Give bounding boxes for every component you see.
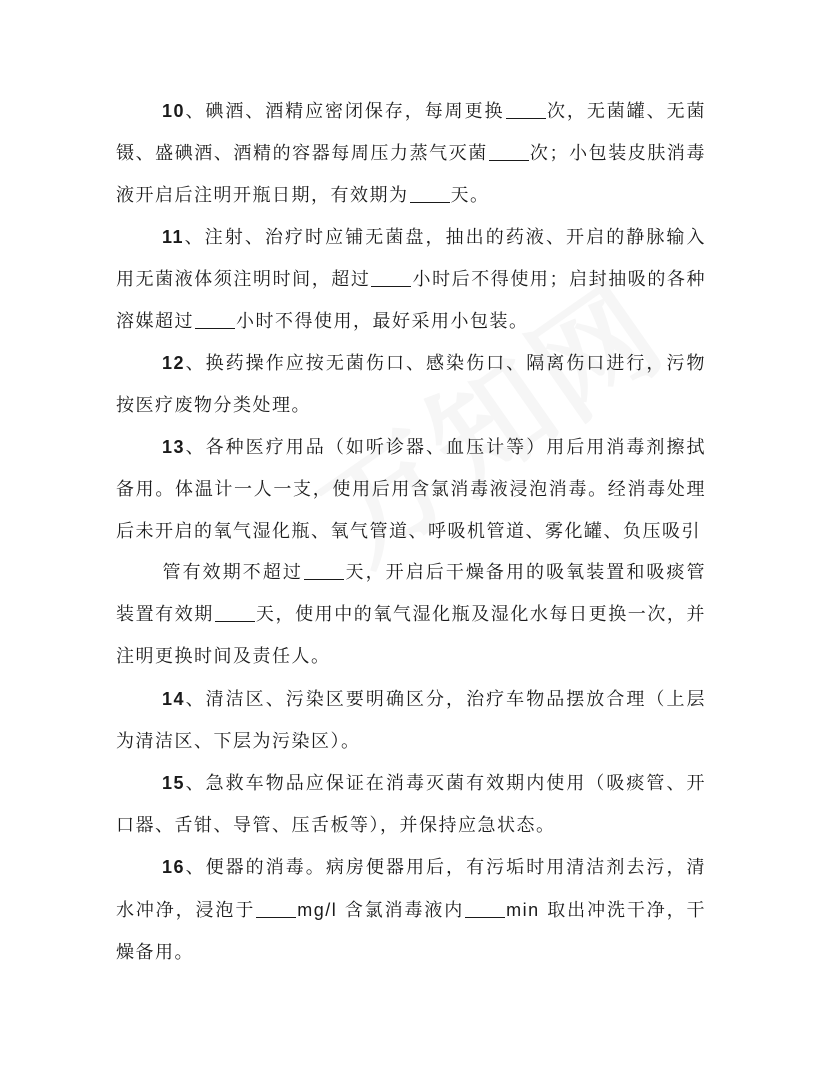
item-text: 天。	[450, 185, 490, 206]
item-text: 、各种医疗用品（如听诊器、血压计等）用后用消毒剂擦拭备用。体温计一人一支，使用后用含氯消毒液浸泡消毒。经消毒处理后未开启的氧气湿化瓶、氧气管道、呼吸机管道、雾化罐、负压吸引	[116, 437, 706, 542]
item-12	[116, 342, 706, 427]
item-number: 14	[162, 689, 186, 709]
item-14	[116, 678, 706, 763]
item-13	[116, 426, 706, 553]
item-text: 、便器的消毒。病房便器用后，有污垢时用清洁剂去污，清水冲净，浸泡于	[116, 857, 706, 921]
fill-blank	[195, 310, 235, 329]
item-number: 15	[162, 773, 186, 793]
item-11	[116, 216, 706, 343]
fill-blank	[256, 899, 296, 918]
fill-blank	[506, 100, 546, 119]
item-number: 12	[162, 353, 186, 373]
item-text: 小时后不得使用；启封抽吸的各种溶媒超过	[116, 269, 707, 332]
fill-blank	[371, 268, 411, 287]
item-text: 、清洁区、污染区要明确区分，治疗车物品摆放合理（上层为清洁区、下层为污染区）。	[116, 689, 706, 752]
item-text: 、注射、治疗时应铺无菌盘，抽出的药液、开启的静脉输入用无菌液体须注明时间，超过	[116, 227, 706, 290]
item-text: 管有效期不超过	[162, 562, 303, 583]
item-text: 次；小包装皮肤消毒液开启后注明开瓶日期，有效期为	[116, 143, 707, 206]
item-text: 次，无菌罐、无菌镊、盛碘酒、酒精的容器每周压力蒸气灭菌	[116, 101, 707, 164]
unit-label: min	[506, 900, 540, 920]
item-text: 天，使用中的氧气湿化瓶及湿化水每日更换一次，并注明更换时间及责任人。	[116, 604, 706, 667]
item-10	[116, 90, 706, 217]
item-number: 16	[162, 857, 186, 877]
item-text: 含氯消毒液内	[337, 900, 465, 921]
fill-blank	[215, 603, 255, 622]
fill-blank	[465, 899, 505, 918]
fill-blank	[410, 184, 450, 203]
item-number: 13	[162, 437, 186, 457]
item-15	[116, 762, 706, 847]
fill-blank	[304, 561, 344, 580]
item-text: 、急救车物品应保证在消毒灭菌有效期内使用（吸痰管、开口器、舌钳、导管、压舌板等），并保持应急状态。	[116, 773, 706, 836]
item-text: 取出冲洗干净，干燥备用。	[116, 900, 706, 963]
item-number: 10	[162, 101, 186, 121]
item-16	[116, 846, 706, 974]
item-text: 、碘酒、酒精应密闭保存，每周更换	[185, 101, 505, 122]
fill-blank	[489, 142, 529, 161]
item-number: 11	[162, 227, 185, 247]
item-text: 、换药操作应按无菌伤口、感染伤口、隔离伤口进行，污物按医疗废物分类处理。	[116, 353, 706, 416]
unit-label: mg/l	[297, 900, 338, 920]
item-text: 天，开启后干燥备用的吸氧装置和吸痰管装置有效期	[116, 562, 707, 625]
item-text: 小时不得使用，最好采用小包装。	[236, 311, 529, 332]
item-13-continued	[116, 552, 706, 678]
